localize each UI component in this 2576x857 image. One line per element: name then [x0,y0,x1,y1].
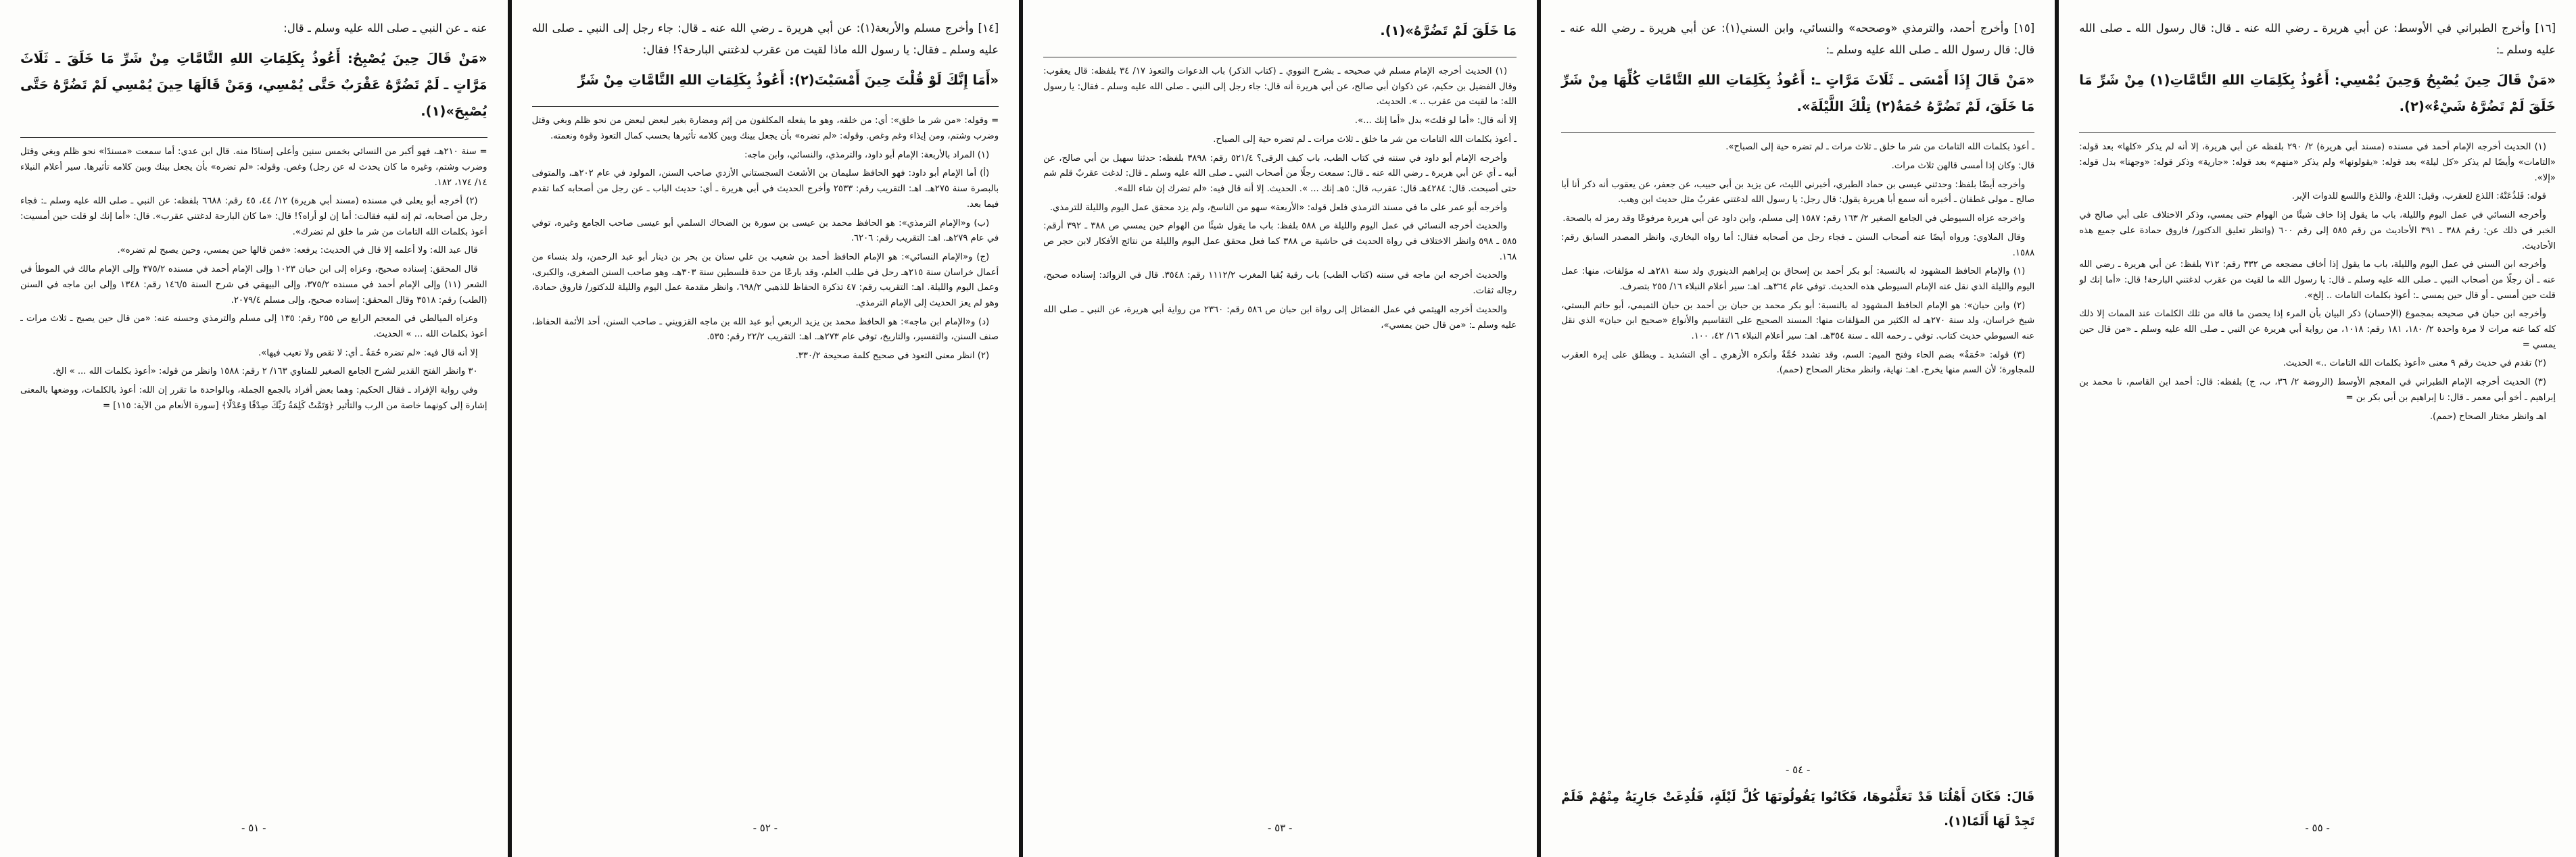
page-number: - ٥١ - [241,822,266,834]
footnote: ٣٠ وانظر الفتح القدير لشرح الجامع الصغير للمناوي ١٦٣/ ٢ رقم: ١٥٨٨ وانظر من قوله: «أعوذ بكلمات الله ... » الخ. [52,366,478,377]
footnote: وقال الملاوي: ورواه أيضًا عنه أصحاب السنن ـ فجاء رجل من أصحابه فقال: أما رواه البخاري، وانظر المصدر السابق رقم: ١٥٨٨. [1561,232,2035,258]
footnote: وأخرجه النسائي في عمل اليوم والليلة، باب ما يقول إذا خاف شيئًا من الهوام حتى يمسي، وذكر الاختلاف على أبي صالح في الخبر في ذلك عن: رقم ٣٨٨ ـ ٣٩١ الأحاديث من رقم ٥٨٥ إلى رقم ٦٠٠ (واتظر تعليق الدكتور/ فاروق حمادة على جميع هذه الأحاديث. [2079,210,2556,251]
footnote: ـ أعوذ بكلمات الله التامات من شر ما خلق ـ ثلاث مرات ـ لم تضره حية إلى الصباح. [1213,134,1517,145]
page-main-text [1043,18,1517,50]
page-footnotes [20,145,487,815]
footnote: وعزاه الميالطي في المعجم الرابع ص ٢٥٥ رقم: ١٣٥ إلى مسلم والترمذي وحسنه عنه: «من قال حين يصبح ـ ثلاث مرات ـ أعوذ بكلمات الله ... » الحديث. [20,314,487,339]
page-main-text [1561,18,2034,126]
page-number: - ٥٥ - [2305,822,2330,834]
matn-line: [١٥] وأخرج أحمد، والترمذي «وصححه» والنسائي، وابن السني(١): عن أبي هريرة ـ رضي الله عنه ـ قال: قال رسول الله ـ صلى الله عليه وسلم ـ: [1561,22,2035,57]
footnote: (١) والإمام الحافظ المشهود له بالنسبة: أبو بكر أحمد بن إسحاق بن إبراهيم الدينوري ولد سنة ٢٨١هـ له مؤلفات، منها: عمل اليوم والليلة الذي نقل عنه الإمام السيوطي هذه الحديث. توفي عام ٣٦٤هـ. اهـ: سير أعلام النبلاء ١٦/ ٢٥٥ بتصرف. [1561,266,2035,292]
footnote: وأخرجه أيضًا بلفظ: وحدثني عيسى بن حماد الطبري، أخبرني الليث، عن يزيد بن أبي حبيب، عن جعفر، عن يعقوب أنه ذكر أنا أبا صالح ـ مولى غطفان ـ أخبره أنه سمع أبا هريرة يقول: قال رجل: يا رسول الله لدغتني عقربٌ مثل حديث ابن وهب. [1561,179,2035,205]
footnote: اهـ وانظر مختار الصحاح (حمم). [2429,411,2546,422]
footnote: (٣) الحديث أخرجه الإمام الطبراني في المعجم الأوسط (الروضة ٢/ ٣٦، ب، ج) بلفظه: قال: أحمد ابن القاسم، نا محمد بن إبراهيم ـ أخو أبي معمر ـ قال: نا إبراهيم بن أبي بكر بن = [2079,377,2556,403]
page-number: - ٥٤ - [1785,764,1811,776]
footnote: وفي رواية الإفراد ـ فقال الحكيم: وهما بعض أفراد بالجمع الجملة، وبالواحدة ما تقرر إن الله: أعوذ بالكلمات، ووضعها بالمعنى إشارة إلى كونهما خاصة من الرب والتأثير ﴿وَتَمَّتْ كَلِمَةُ رَبِّكَ صِدْقًا وَعَدْلًا﴾ [سورة الأنعام من الآية: ١١٥] = [20,385,487,411]
footnote: (٢) تقدم في حديث رقم ٩ معنى «أعوذ بكلمات الله التامات ..» الحديث. [2283,358,2546,369]
footnote: وأخرجه أبو عمر على ما في مسند الترمذي فلعل قوله: «الأربعة» سهو من الناسخ، ولم يزد محقق عمل اليوم والليلة للترمذي. [1049,202,1508,213]
footnote: وأخرجه الإمام أبو داود في سننه في كتاب الطب، باب كيف الرقى؟ ٥٢١/٤ رقم: ٣٨٩٨ بلفظه: حدثنا سهيل بن أبي صالح، عن أبيه ـ أي عن أبي هريرة ـ رضي الله عنه ـ قال: سمعت رجلًا من أصحاب النبي ـ صلى الله عليه وسلم ـ قال: لدغت عقربٌ قلم شم حتى أصبحت. قال: ٤٢٨٤هـ قال: عقرب، قال: ٥هـ إنك ... ». الحديث. إلا أنه قال فيه: «لم تضرك إن شاء الله». [1043,153,1517,194]
footnote: (ب) و«الإمام الترمذي»: هو الحافظ محمد بن عيسى بن سورة بن الضحاك السلمي أبو عيسى صاحب الجامع وغيره، توفي في عام ٢٧٩هـ. اهـ: التقريب رقم: ٦٢٠٦. [531,218,999,244]
matn-hadith: «أَمَا إِنَّكَ لَوْ قُلْتَ حِينَ أَمْسَيْتَ(٢): أَعُوذُ بِكَلِمَاتِ اللهِ التَّامَّاتِ مِنْ شَرِّ [577,72,999,89]
book-page-53 [1023,0,1541,857]
footnote: = سنة ٢١٠هـ، فهو أكبر من النسائي بخمس سنين وأعلى إسنادًا منه. قال ابن عدي: أما سمعت «مسندًا» نحو ظلم وبغي وقتل وضرب وشتم، وغيره ما كان يحدث له عن رجل) وغص. وقوله: «لم تضره» بأن يجعل بينك وبين كلامه تأثيرها. سير أعلام النبلاء ١٤/ ١٧٤، ١٨٢. [20,147,487,188]
page-footnotes [2079,140,2556,815]
footnote-divider [532,106,999,107]
page-footnotes [1043,64,1517,815]
footnote: وأخرجه ابن حبان في صحيحه بمجموع (الإحسان) ذكر البيان بأن المرء إذا يحصن ما قاله من تلك الكلمات عند الممات إلا ذلك كله كما عنه مرات لا مرة واحدة ٢/ ١٨٠، ١٨١ رقم: ١٠١٨، من رواية أبي هريرة عن النبي ـ صلى الله عليه وسلم ـ «من قال حين يمسي = [2079,309,2556,350]
footnote: (١) المراد بالأربعة: الإمام أبو داود، والترمذي، والنسائي، وابن ماجه: [744,149,990,160]
footnote: = وقوله: «من شر ما خلق»: أي: من خلقه، وهو ما يفعله المكلفون من إثم ومضارة بغير لبعض لبعض من نحو ظلم وبغي وقتل وضرب وشتم، ومن إيذاء وغم وغص. وقوله: «لم تضره» بأن يجعل بينك وبين كلامه تأثيرها بحسب كمال التعوذ وقوة ونعمته. [531,116,999,142]
matn-hadith: «مَنْ قَالَ حِينَ يُصْبِحُ وَحِينَ يُمْسِي: أَعُوذُ بِكَلِمَاتِ اللهِ التَّامَّاتِ(١) مِنْ شَرِّ مَا خَلَقَ لَمْ تَضُرَّهُ شَيْءٌ»(٢). [2079,72,2556,115]
footnote: إلا أنه قال فيه: «لم تضره حُمَةٌ ـ أي: لا تقص ولا تعيب فيها». [258,347,478,358]
book-page-52 [512,0,1024,857]
footnote: واخرجه عزاه السيوطي في الجامع الصغير ٢/ ١٦٣ رقم: ١٥٨٧ إلى مسلم، وابن داود عن أبي هريرة مرفوعًا وقد رمز له بالصحة. [1563,214,2026,224]
footnote: إلا أنه قال: «أما لو قلتَ» بدل «أما إنك ...». [1354,116,1517,126]
book-page-55 [2059,0,2576,857]
footnote-divider [2079,132,2556,133]
footnote-divider [20,137,487,138]
footnote: وأخرجه ابن السني في عمل اليوم والليلة، باب ما يقول إذا أخاف مضجعه ص ٣٣٢ رقم: ٧١٢ بلفظ: عن أبي هريرة ـ رضي الله عنه ـ أن رجلًا من أصحاب النبي ـ صلى الله عليه وسلم ـ قال: يا رسول الله ما لقيت من عقرب لدغتني البارحة! قال: «أما إنك لو قلت حين أمسي ـ أو قال حين يمسي ـ: أعوذ بكلمات التامات .. إلخ». [2079,260,2556,301]
page-tail-quote: قَالَ: فَكَانَ أَهْلُنَا قَدْ تَعَلَّمُوهَا، فَكَانُوا يَقُولُونَهَا كُلَّ لَيْلَةٍ، فَلُدِغَتْ جَارِيَةٌ مِنْهُمْ فَلَمْ تَجِدْ لَهَا أَلَمًا(١). [1561,790,2035,829]
matn-line: [١٦] وأخرج الطبراني في الأوسط: عن أبي هريرة ـ رضي الله عنه ـ قال: قال رسول الله ـ صلى الله عليه وسلم ـ: [2079,22,2556,57]
footnote: قوله: فَلذُعَتْهُ: اللذع للعقرب، وقيل: اللدغ، واللذع واللسع للدوات الإبر. [2291,191,2546,202]
footnote: (ج) و«الإمام النسائي»: هو الإمام الحافظ أحمد بن شعيب بن علي سنان بن بحر بن دينار أبو عبد الرحمن، ولد بنساء من أعمال خراسان سنة ٢١٥هـ رحل في طلب العلم، وقد بارعًا من حدة فلسطين سنة ٣٠٣هـ، وهو صاحب السنن الصغرى، والكبرى، وعمل اليوم والليلة. اهـ: التقريب رقم: ٤٧ تذكرة الحفاظ للذهبي ٦٩٨/٢، وانظر مقدمة عمل اليوم والليلة للدكتور/ فاروق حمادة، وهو لم يعز الحديث إلى الإمام الترمذي. [531,251,999,309]
footnote: (أ) أما الإمام أبو داود: فهو الحافظ سليمان بن الأشعث السجستاني الأزدي صاحب السنن، المولود في عام ٢٠٢هـ، والمتوفى بالبصرة سنة ٢٧٥هـ. اهـ: التقريب رقم: ٢٥٣٣ وأخرج الحديث في أبي هريرة ـ أي: حديث الباب ـ عن رجل من أصحابه كما تقدم فيما بعد. [531,168,999,210]
book-page-54 [1541,0,2059,857]
footnote: (١) الحديث أخرجه الإمام مسلم في صحيحه ـ بشرح النووي ـ (كتاب الذكر) باب الدعوات والتعوذ ١٧/ ٣٤ بلفظه: قال يعقوب: وقال الفضيل بن حكيم، عن ذكوان أبي صالح، عن أبي هريرة أنه قال: جاء رجل إلى النبي ـ صلى الله عليه وسلم ـ فقال: يا رسول الله: ما لقيت من عقرب .. ». الحديث. [1043,66,1517,107]
page-footnotes [532,114,999,815]
matn-line: عنه ـ عن النبي ـ صلى الله عليه وسلم ـ قال: [283,22,487,34]
page-main-text [20,18,487,130]
footnote: (٢) انظر معنى التعوذ في صحيح كلمة صحيحة ٣٣٠/٢. [795,351,990,362]
footnote: والحديث أخرجه النسائي في عمل اليوم والليلة ص ٥٨٨ بلفظ: باب ما يقول شيئًا من الهوام حين يمسي ص ٣٨٨ ـ ٣٩٢ أرقم: ٥٨٥ ـ ٥٩٨ وانظر الاختلاف في رواة الحديث في حاشية ص ٣٨٨ كما فعل محقق عمل اليوم والليلة من نتائج الأفكار لابن حجر ص ١٦٨. [1043,221,1517,262]
footnote-divider [1561,132,2034,133]
book-page-51 [0,0,512,857]
footnote: والحديث أخرجه ابن ماجه في سننه (كتاب الطب) باب رقية بُقيا المغرب ١١١٢/٢ رقم: ٣٥٤٨. قال في الزوائد: إسناده صحيح، رجاله ثقات. [1043,270,1517,297]
footnote: قال عبد الله: ولا أعلمه إلا قال في الحديث: يرفعه: «فمن قالها حين يمسي، وحين يصبح لم تضره». [117,245,478,256]
footnote: قال: وكان إذا أمسى قالهن ثلاث مرات. [1891,161,2035,172]
page-main-text [2079,18,2556,126]
footnote: (١) الحديث أخرجه الإمام أحمد في مسنده (مسند أبي هريرة) ٢/ ٢٩٠ بلفظه عن أبي هريرة، إلا أنه لم يذكر «كلها» بعد قوله: «التامات» وأيضًا لم يذكر «كل ليلة» بعد قوله: «يقولونها» ولم يذكر «منهم» بعد قوله: «جارية» وذكر قوله: «وجهنا» بدل قوله: «إلا». [2079,142,2556,183]
footnote: والحديث أخرجه الهيثمي في عمل الفضائل إلى رواة ابن حبان ص ٥٨٦ رقم: ٢٣٦٠ من رواية أبي هريرة، عن النبي ـ صلى الله عليه وسلم ـ: «من قال حين يمسي»، [1043,304,1517,330]
footnote: (٣) قوله: «حُمَةٌ» بضم الحاء وفتح الميم: السم، وقد تشدد حُمَّةٌ وأنكره الأزهري ـ أي التشديد ـ ويطلق على إبرة العقرب للمجاورة؛ لأن السم منها يخرج. اهـ: نهاية، وانظر مختار الصحاح (حمم). [1561,349,2035,376]
footnote: ـ أعوذ بكلمات الله التامات من شر ما خلق ـ ثلاث مرات ـ لم تضره حية إلى الصباح». [1725,142,2035,153]
matn-hadith: «مَنْ قَالَ إِذَا أَمْسَى ـ ثَلَاثَ مَرَّاتٍ ـ: أَعُوذُ بِكَلِمَاتِ اللهِ التَّامَّاتِ كُلِّهَا مِنْ شَرِّ مَا خَلَقَ، لَمْ تَضُرَّهُ حُمَةٌ(٢) تِلْكَ اللَّيْلَةَ». [1561,72,2035,115]
page-main-text [532,18,999,99]
matn-hadith: «مَنْ قَالَ حِينَ يُصْبِحُ: أَعُوذُ بِكَلِمَاتِ اللهِ التَّامَّاتِ مِنْ شَرِّ مَا خَلَقَ ـ ثَلَاثَ مَرَّاتٍ ـ لَمْ تَضُرَّهُ عَقْرَبٌ حَتَّى يُمْسِي، وَمَنْ قَالَهَا حِينَ يُمْسِي لَمْ تَضُرَّهُ حَتَّى يُصْبِحَ»(١). [20,51,487,120]
footnote: قال المحقق: إسناده صحيح، وعزاه إلى ابن حبان ١٠٢٣ وإلى الإمام أحمد في مسنده ٣٧٥/٢ وإلى الإمام مالك في الموطأ في الشعر (١١) وإلى الإمام أحمد في مسنده ٣٧٥/٢، وإلى البيهقي في شرح السنة ١٤٦/٥ رقم: ١٣٤٨ وإلى ابن ماجه في السنن (الطب) رقم: ٣٥١٨ وقال المحقق: إسناده صحيح، وإلى مسلم ٢٠٧٩/٤. [20,264,487,305]
page-number: - ٥٣ - [1267,822,1293,834]
page-number: - ٥٢ - [753,822,778,834]
page-footnotes [1561,140,2034,757]
matn-line: [١٤] وأخرج مسلم والأربعة(١): عن أبي هريرة ـ رضي الله عنه ـ قال: جاء رجل إلى النبي ـ صلى الله عليه وسلم ـ فقال: يا رسول الله ماذا لقيت من عقرب لدغتني البارحة؟! فقال: [531,22,999,57]
footnote: (٢) أخرجه أبو يعلى في مسنده (مسند أبي هريرة) ١٢/ ٤٤، ٤٥ رقم: ٦٦٨٨ بلفظه: عن النبي ـ صلى الله عليه وسلم ـ: فجاء رجل من أصحابه، ثم إنه لقيه فقالت: أما إن لو أراه؟! قال: «ما كان البارحة لدغتني عقرب». قال: «أما إنك لو قلت حين أمسيت: أعوذ بكلمات الله التامات من شر ما خلق لم تضرك». [20,196,487,237]
footnote: (٢) وابن حبان»: هو الإمام الحافظ المشهود له بالنسبة: أبو بكر محمد بن حبان بن أحمد بن حبان التميمي، أبو حاتم البستي، شيخ خراسان، ولد سنة ٢٧٠هـ له الكثير من المؤلفات منها: المسند الصحيح على التقاسيم والأنواع «صحيح ابن حبان» الذي نقل عنه السيوطي حديث كتاب. توفي ـ رحمه الله ـ سنة ٣٥٤هـ. اهـ: سير أعلام النبلاء ١٦/ ٤٢، ١٠٠. [1561,300,2035,342]
footnote: (د) و«الإمام ابن ماجه»: هو الحافظ محمد بن يزيد الربعي أبو عبد الله بن ماجه القزويني ـ صاحب السنن، أحد الأئمة الحفاظ، صنف السنن، والتفسير، والتاريخ، توفي عام ٢٧٣هـ. اهـ: التقريب ٢٢/٢ رقم: ٥٣٥. [531,316,999,343]
matn-hadith: مَا خَلَقَ لَمْ تَضُرَّهُ»(١). [1380,23,1517,39]
